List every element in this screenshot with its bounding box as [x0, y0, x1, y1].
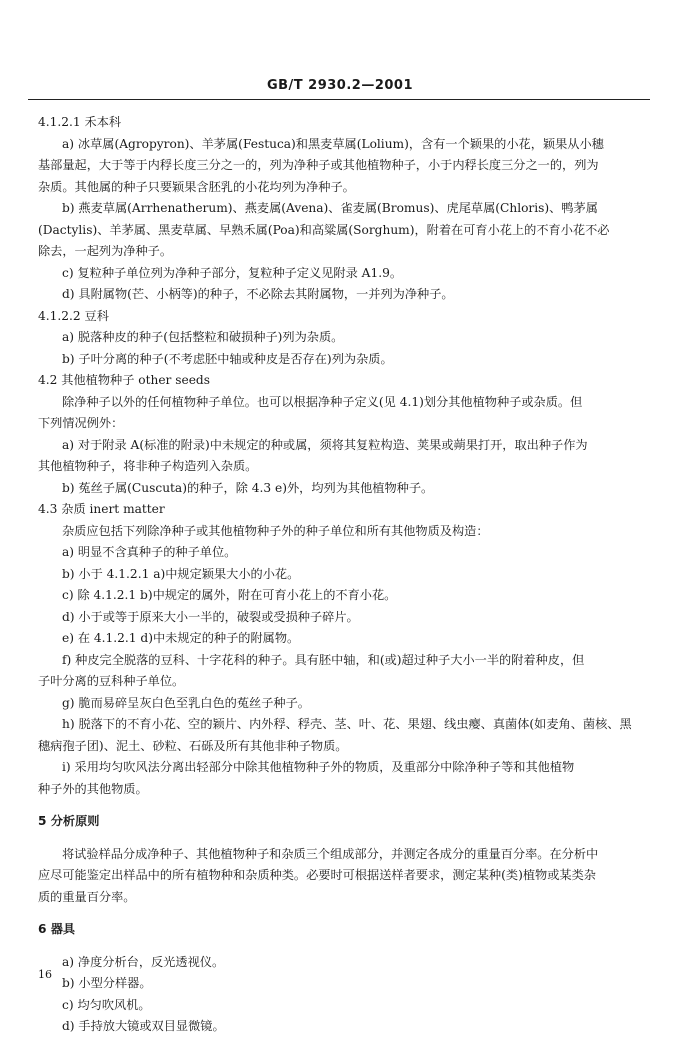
list-item: b) 小于 4.1.2.1 a)中规定颖果大小的小花。	[62, 566, 300, 581]
paragraph: 下列情况例外：	[38, 416, 124, 430]
list-item: a) 明显不含真种子的种子单位。	[62, 545, 237, 559]
list-item: h) 脱落下的不育小花、空的颖片、内外稃、稃壳、茎、叶、花、果翅、线虫瘿、真菌体(如麦角、菌核、黑	[62, 717, 632, 731]
list-item: f) 种皮完全脱落的豆科、十字花科的种子。具有胚中轴，和(或)超过种子大小一半的附着种皮，但	[62, 652, 585, 667]
paragraph: 杂质应包括下列除净种子或其他植物种子外的种子单位和所有其他物质及构造：	[62, 523, 489, 538]
paragraph: 杂质。其他属的种子只要颖果含胚乳的小花均列为净种子。	[38, 179, 355, 194]
header-rule	[28, 99, 650, 100]
list-item: c) 除 4.1.2.1 b)中规定的属外，附在可育小花上的不育小花。	[62, 588, 397, 602]
list-item: d) 手持放大镜或双目显微镜。	[62, 1019, 225, 1033]
list-item: b) 小型分样器。	[62, 976, 152, 990]
list-item: c) 均匀吹风机。	[62, 997, 151, 1012]
list-item: e) 在 4.1.2.1 d)中未规定的种子的附属物。	[62, 631, 300, 645]
paragraph: 除去，一起列为净种子。	[38, 244, 173, 258]
list-item: 种子外的其他物质。	[38, 781, 148, 796]
list-item: a) 净度分析台，反光透视仪。	[62, 954, 225, 969]
paragraph: c) 复粒种子单位列为净种子部分，复粒种子定义见附录 A1.9。	[62, 265, 403, 280]
paragraph: 基部量起，大于等于内稃长度三分之一的，列为净种子或其他植物种子，小于内稃长度三分之一的，列为	[38, 158, 599, 172]
list-item: i) 采用均匀吹风法分离出轻部分中除其他植物种子外的物质，及重部分中除净种子等和其他植物	[62, 760, 575, 774]
section-heading-4-2: 4.2 其他植物种子 other seeds	[38, 373, 210, 387]
paragraph: b) 燕麦草属(Arrhenatherum)、燕麦属(Avena)、雀麦属(Bromus)、虎尾草属(Chloris)、鸭茅属	[62, 201, 598, 215]
paragraph: d) 具附属物(芒、小柄等)的种子，不必除去其附属物，一并列为净种子。	[62, 287, 454, 301]
paragraph: b) 菟丝子属(Cuscuta)的种子，除 4.3 e)外，均列为其他植物种子。	[62, 480, 434, 495]
paragraph: a) 脱落种皮的种子(包括整粒和破损种子)列为杂质。	[62, 330, 344, 344]
paragraph: 应尽可能鉴定出样品中的所有植物种和杂质种类。必要时可根据送样者要求，测定某种(类)植物或某类杂	[38, 868, 596, 882]
paragraph: 除净种子以外的任何植物种子单位。也可以根据净种子定义(见 4.1)划分其他植物种子或杂质。但	[62, 394, 583, 409]
list-item: 子叶分离的豆科种子单位。	[38, 674, 185, 688]
standard-number-header: GB/T 2930.2—2001	[266, 78, 414, 93]
section-heading-4-3: 4.3 杂质 inert matter	[38, 502, 165, 516]
paragraph: 质的重量百分率。	[38, 889, 136, 904]
list-item: 穗病孢子团)、泥土、砂粒、石砾及所有其他非种子物质。	[38, 738, 348, 753]
section-heading-4-1-2-2: 4.1.2.2 豆科	[38, 308, 109, 323]
paragraph: b) 子叶分离的种子(不考虑胚中轴或种皮是否存在)列为杂质。	[62, 351, 393, 366]
section-heading-5: 5 分析原则	[38, 814, 100, 828]
list-item: d) 小于或等于原来大小一半的，破裂或受损种子碎片。	[62, 609, 359, 624]
section-heading-6: 6 器具	[38, 922, 76, 936]
paragraph: (Dactylis)、羊茅属、黑麦草属、早熟禾属(Poa)和高粱属(Sorghum)，附着在可育小花上的不育小花不必	[38, 222, 610, 237]
paragraph: 将试验样品分成净种子、其他植物种子和杂质三个组成部分，并测定各成分的重量百分率。在分析中	[62, 846, 599, 861]
paragraph: a) 对于附录 A(标准的附录)中未规定的种或属，须将其复粒构造、荚果或蒴果打开，取出种子作为	[62, 437, 588, 452]
document-body	[38, 112, 638, 1038]
page-number: 16	[38, 968, 52, 981]
list-item: g) 脆而易碎呈灰白色至乳白色的菟丝子种子。	[62, 695, 310, 710]
paragraph: 其他植物种子，将非种子构造列入杂质。	[38, 459, 258, 473]
section-heading-4-1-2-1: 4.1.2.1 禾本科	[38, 115, 122, 129]
paragraph: a) 冰草属(Agropyron)、羊茅属(Festuca)和黑麦草属(Lolium)，含有一个颖果的小花，颖果从小穗	[62, 136, 604, 151]
